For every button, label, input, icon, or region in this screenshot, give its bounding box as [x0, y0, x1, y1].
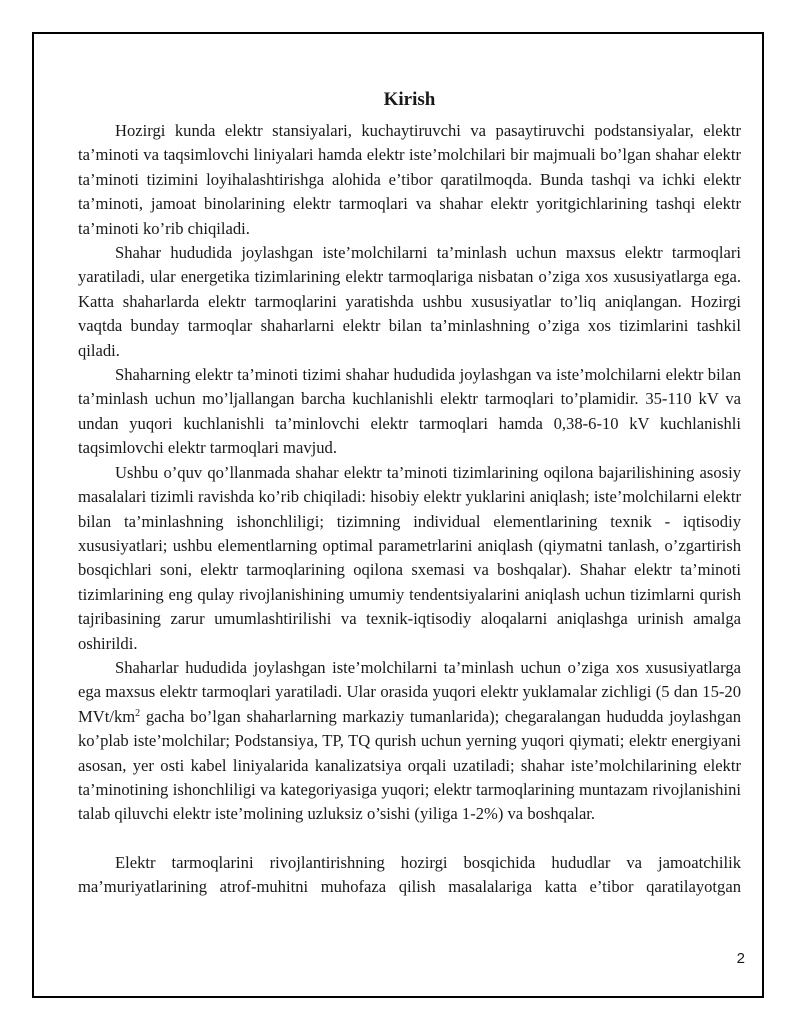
document-body — [78, 87, 741, 900]
paragraph-2: Shahar hududida joylashgan iste’molchilarni ta’minlash uchun maxsus elektr tarmoqlari yaratiladi, ular energetika tizimlarining elektr tarmoqlariga nisbatan o’ziga xos xususiyatlarga ega. Katta shaharlarda elektr tarmoqlarini yaratishda ushbu xususiyatlar to’liq aniqlangan. Hozirgi vaqtda bunday tarmoqlar shaharlarni elektr bilan ta’minlashning o’ziga xos tizimlarini tashkil qiladi. — [78, 243, 741, 360]
paragraph-3: Shaharning elektr ta’minoti tizimi shahar hududida joylashgan va iste’molchilarni elektr bilan ta’minlash uchun mo’ljallangan barcha kuchlanishli elektr tarmoqlari to’plamidir. 35-110 kV va undan yuqori kuchlanishli ta’minlovchi elektr tarmoqlari hamda 0,38-6-10 kV kuchlanishli taqsimlovchi elektr tarmoqlari mavjud. — [78, 365, 741, 458]
page-number: 2 — [736, 950, 745, 967]
page-title: Kirish — [383, 89, 436, 110]
paragraph-5-text-start: Shaharlar hududida joylashgan iste’molchilarni ta’minlash uchun o’ziga xos xususiyatlarga ega maxsus elektr tarmoqlari yaratiladi. Ular orasida yuqori elektr yuklamalar zichligi (5 dan 15-20 MVt/km — [78, 657, 741, 726]
paragraph-5 — [78, 656, 741, 827]
paragraph-1: Hozirgi kunda elektr stansiyalari, kuchaytiruvchi va pasaytiruvchi podstansiyalar, elektr ta’minoti va taqsimlovchi liniyalari hamda elektr iste’molchilari bir majmuali bo’lgan shahar elektr ta’minoti tizimini loyihalashtirishga alohida e’tibor qaratilmoqda. Bunda tashqi va ichki elektr ta’minoti, jamoat binolarining elektr tarmoqlari va shahar elektr yoritgichlarining tashqi elektr ta’minoti ko’rib chiqiladi. — [78, 121, 741, 238]
paragraph-5-text-end: gacha bo’lgan shaharlarning markaziy tumanlarida); chegaralangan hududda joylashgan ko’plab iste’molchilar; Podstansiya, TP, TQ qurish uchun yerning yuqori qiymati; elektr energiyani asosan, yer osti kabel liniyalarida kanalizatsiya orqali uzatiladi; shahar iste’molchilarining elektr ta’minotining ishonchliligi va kategoriyasiga yuqori; elektr tarmoqlarining muntazam rivojlanishini talab qiluvchi elektr iste’molining uzluksiz o’sishi (yiliga 1-2%) va boshqalar. — [78, 706, 741, 824]
superscript-2: 2 — [135, 707, 141, 719]
paragraph-4: Ushbu o’quv qo’llanmada shahar elektr ta’minoti tizimlarining oqilona bajarilishining asosiy masalalari tizimli ravishda ko’rib chiqiladi: hisobiy elektr yuklarini aniqlash; iste’molchilarni elektr bilan ta’minlashning ishonchliligi; tizimning individual elementlarining texnik - iqtisodiy xususiyatlari; ushbu elementlarning optimal parametrlarini aniqlash (qiymatni tanlash, o’zgartirish bosqichlari soni, elektr tarmoqlarining oqilona sxemasi va boshqalar). Shahar elektr ta’minoti tizimlarining eng qulay rivojlanishining umumiy tendentsiyalarini aniqlash uchun tizimlarni qurish tajribasining zarur umumlashtirilishi va texnik-iqtisodiy aloqalarni aniqlashga urinish amalga oshirildi. — [78, 462, 741, 653]
paragraph-6: Elektr tarmoqlarini rivojlantirishning hozirgi bosqichida hududlar va jamoatchilik ma’muriyatlarining atrof-muhitni muhofaza qilish masalalariga katta e’tibor qaratilayotgan — [78, 852, 741, 897]
